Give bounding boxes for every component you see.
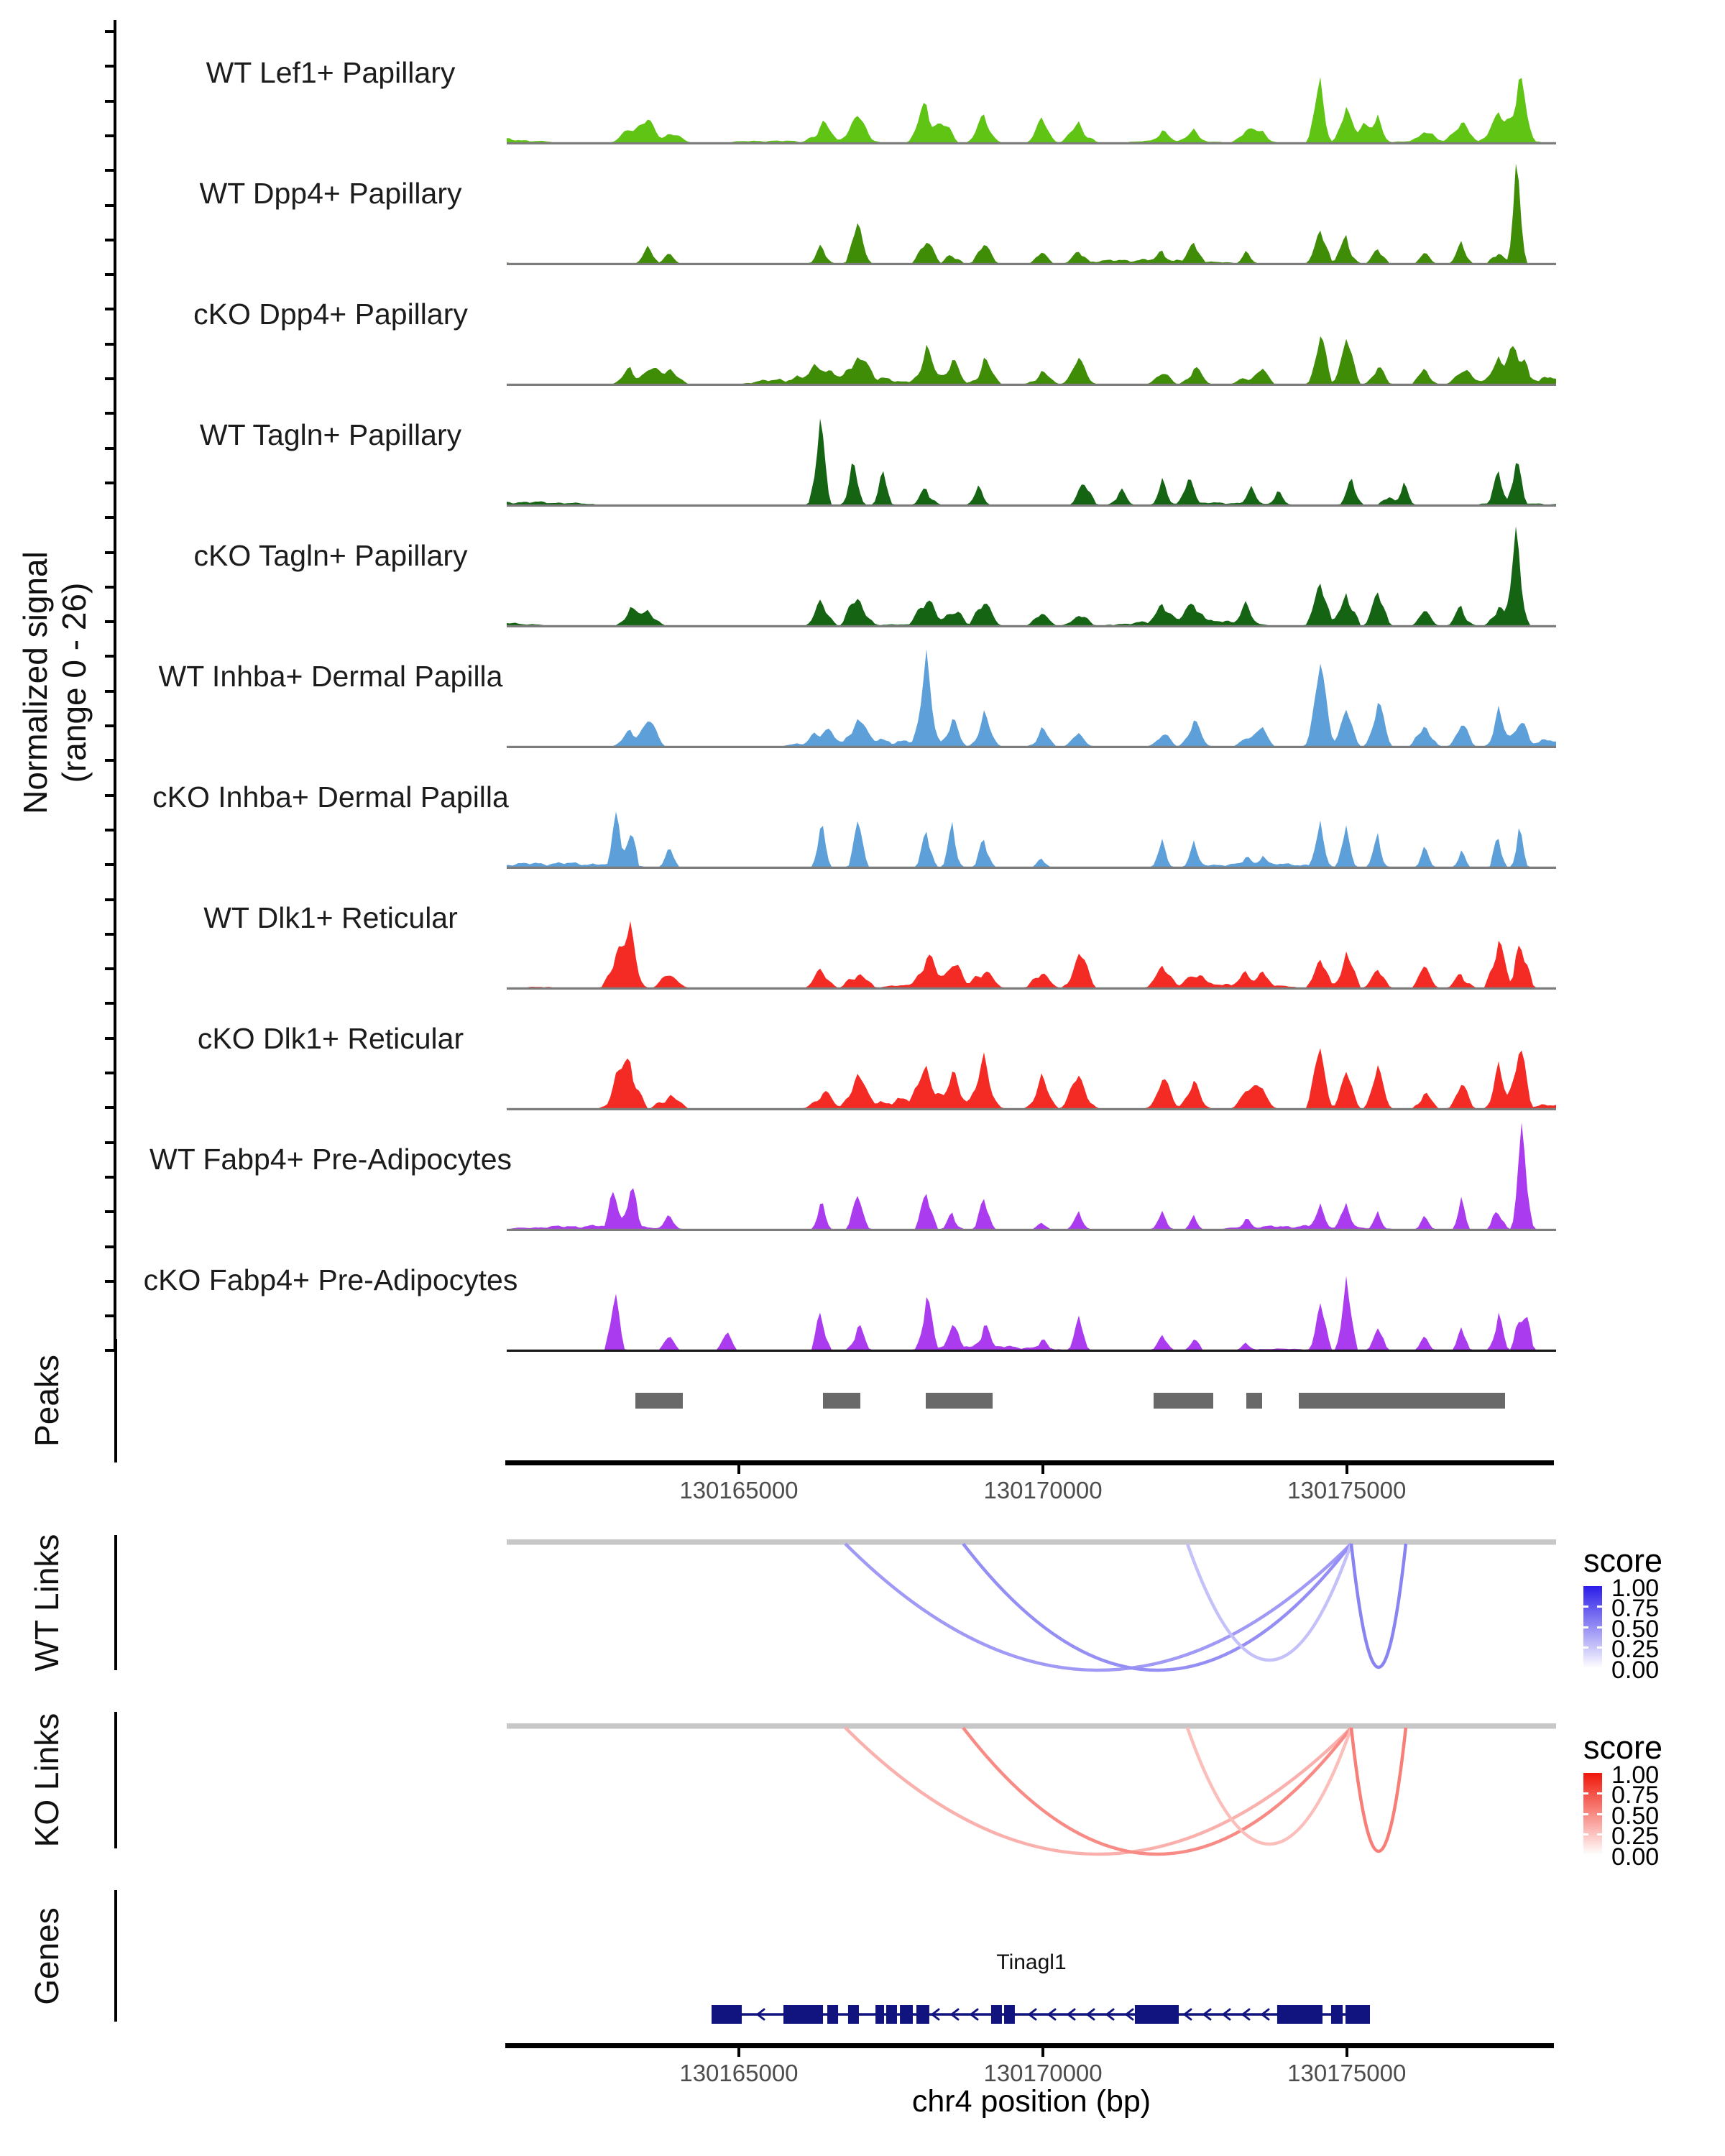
links-baseline	[507, 1539, 1556, 1545]
wt-links-bracket	[114, 1535, 117, 1670]
ko-links-svg	[507, 1722, 1556, 1866]
coverage-baseline	[507, 1108, 1556, 1110]
coverage-baseline	[507, 384, 1556, 386]
axis-line	[505, 1460, 1554, 1465]
coverage-area	[507, 1276, 1556, 1350]
ko-links-bracket	[114, 1712, 117, 1848]
axis-tick-label: 130165000	[679, 2060, 799, 2086]
track-label: WT Dpp4+ Papillary	[199, 177, 462, 210]
gene-exon	[886, 2005, 897, 2024]
ko-links-section-label: KO Links	[28, 1713, 65, 1848]
track-label: cKO Dpp4+ Papillary	[193, 298, 468, 331]
axis-tick	[1041, 1465, 1044, 1474]
signal-y-axis-tick	[105, 412, 114, 415]
coverage-track-svg	[507, 277, 1556, 386]
link-arc	[845, 1544, 1351, 1670]
axis-tick	[1041, 2047, 1044, 2057]
score-legend-tick-label: 0.00	[1611, 1656, 1660, 1684]
score-legend-tick-label: 0.75	[1611, 1595, 1660, 1623]
axis-tick	[737, 2047, 740, 2057]
coverage-area	[507, 811, 1556, 867]
score-legend-bar-tick	[1597, 1813, 1602, 1815]
coverage-baseline	[507, 142, 1556, 144]
coverage-area	[507, 1049, 1556, 1109]
signal-y-axis-tick	[105, 1314, 114, 1317]
signal-y-axis-tick	[105, 863, 114, 866]
coverage-baseline	[507, 746, 1556, 748]
gene-model-svg	[507, 1992, 1556, 2038]
coverage-baseline	[507, 1350, 1556, 1352]
score-legend-bar-tick	[1597, 1646, 1602, 1649]
peak-interval	[926, 1393, 993, 1409]
score-legend-title: score	[1583, 1729, 1663, 1766]
signal-y-axis-tick	[105, 759, 114, 762]
track-label: cKO Dlk1+ Reticular	[197, 1022, 464, 1055]
coverage-area	[507, 336, 1556, 384]
genes-section-label: Genes	[28, 1907, 65, 2005]
gene-exon	[848, 2005, 859, 2024]
axis-line	[505, 2043, 1554, 2048]
coverage-area	[507, 77, 1556, 142]
coverage-track-svg	[507, 397, 1556, 507]
signal-y-axis-tick	[105, 829, 114, 831]
peak-interval	[635, 1393, 683, 1409]
coverage-area	[507, 164, 1556, 263]
link-arc	[1187, 1544, 1351, 1660]
signal-y-axis-tick	[105, 273, 114, 276]
score-legend-bar-tick	[1583, 1626, 1588, 1628]
coverage-track-svg	[507, 1243, 1556, 1352]
signal-y-axis-tick	[105, 134, 114, 137]
signal-y-axis-tick	[105, 169, 114, 172]
signal-y-axis-tick	[105, 482, 114, 484]
coverage-baseline	[507, 263, 1556, 265]
gene-exon	[1135, 2005, 1179, 2024]
axis-tick-label: 130170000	[983, 2060, 1103, 2086]
axis-tick	[737, 1465, 740, 1474]
coverage-track-svg	[507, 156, 1556, 265]
signal-y-axis-tick	[105, 377, 114, 380]
track-label: cKO Fabp4+ Pre-Adipocytes	[143, 1263, 518, 1296]
coverage-baseline	[507, 1229, 1556, 1231]
wt-links-section-label: WT Links	[28, 1534, 65, 1672]
coverage-track-svg	[507, 1001, 1556, 1110]
gene-exon	[827, 2005, 838, 2024]
score-legend-bar-tick	[1583, 1606, 1588, 1608]
gene-exon	[1346, 2005, 1370, 2024]
axis-tick	[1346, 2047, 1348, 2057]
track-label: cKO Inhba+ Dermal Papilla	[152, 780, 509, 814]
axis-tick-label: 130175000	[1287, 1477, 1407, 1503]
link-arc	[845, 1728, 1351, 1854]
score-legend-tick-label: 0.75	[1611, 1782, 1660, 1810]
score-legend-title: score	[1583, 1542, 1663, 1579]
coverage-area	[507, 1123, 1556, 1229]
coverage-baseline	[507, 625, 1556, 627]
gene-exon	[1004, 2005, 1015, 2024]
coverage-track-svg	[507, 518, 1556, 627]
gene-exon	[1331, 2005, 1343, 2024]
gene-exon	[783, 2005, 823, 2024]
score-legend-tick-label: 1.00	[1611, 1761, 1660, 1789]
signal-y-axis-tick	[105, 586, 114, 589]
signal-y-axis-tick	[105, 967, 114, 970]
gene-exon	[916, 2005, 929, 2024]
signal-y-axis-tick	[105, 1245, 114, 1248]
link-arc	[1351, 1728, 1406, 1851]
coverage-area	[507, 526, 1556, 625]
track-label: WT Lef1+ Papillary	[206, 56, 456, 89]
signal-y-axis-tick	[105, 100, 114, 103]
peak-interval	[823, 1393, 860, 1409]
track-label: WT Inhba+ Dermal Papilla	[158, 660, 503, 693]
gene-exon	[712, 2005, 742, 2024]
signal-y-axis-tick	[105, 516, 114, 519]
coverage-track-svg	[507, 1122, 1556, 1231]
score-legend-bar-tick	[1597, 1833, 1602, 1835]
gene-exon	[875, 2005, 884, 2024]
axis-tick-label: 130170000	[983, 1477, 1103, 1503]
signal-y-axis-tick	[105, 1210, 114, 1213]
track-label: WT Tagln+ Papillary	[199, 418, 462, 451]
gene-name-label: Tinagl1	[996, 1950, 1067, 1974]
signal-y-axis-title-line1: Normalized signal	[17, 551, 54, 814]
signal-y-axis-tick	[105, 620, 114, 623]
signal-y-axis-tick	[105, 1106, 114, 1109]
gene-exon	[900, 2005, 913, 2024]
score-legend-bar-tick	[1583, 1813, 1588, 1815]
peak-interval	[1299, 1393, 1505, 1409]
coverage-track-svg	[507, 639, 1556, 748]
peak-interval	[1154, 1393, 1213, 1409]
score-legend-tick-label: 0.25	[1611, 1823, 1660, 1851]
score-legend-bar-tick	[1597, 1606, 1602, 1608]
track-label: WT Dlk1+ Reticular	[203, 901, 458, 934]
score-legend-tick-label: 1.00	[1611, 1575, 1660, 1602]
signal-y-axis-tick	[105, 1002, 114, 1005]
coverage-area	[507, 649, 1556, 746]
signal-y-axis-tick	[105, 655, 114, 658]
coverage-area	[507, 418, 1556, 505]
signal-y-axis-title	[16, 374, 96, 992]
signal-y-axis-tick	[105, 898, 114, 901]
coverage-track-svg	[507, 760, 1556, 869]
signal-y-axis-tick	[105, 239, 114, 241]
score-legend-bar-tick	[1597, 1792, 1602, 1795]
axis-tick	[1346, 1465, 1348, 1474]
gene-exon	[991, 2005, 1002, 2024]
link-arc	[1351, 1544, 1406, 1667]
score-legend-tick-label: 0.50	[1611, 1802, 1660, 1830]
axis-tick-label: 130175000	[1287, 2060, 1407, 2086]
signal-y-axis-tick	[105, 343, 114, 346]
score-legend-tick-label: 0.00	[1611, 1843, 1660, 1871]
coverage-track-svg	[507, 35, 1556, 144]
links-baseline	[507, 1723, 1556, 1729]
genes-bracket	[114, 1890, 117, 2022]
coverage-baseline	[507, 987, 1556, 990]
score-legend-bar-tick	[1583, 1792, 1588, 1795]
coverage-area	[507, 921, 1556, 987]
peaks-bracket	[114, 1339, 117, 1462]
signal-y-axis-tick	[105, 1349, 114, 1352]
track-label: cKO Tagln+ Papillary	[193, 539, 468, 572]
peak-interval	[1246, 1393, 1262, 1409]
score-legend-bar-tick	[1583, 1646, 1588, 1649]
score-legend-bar-tick	[1597, 1626, 1602, 1628]
score-legend-bar-tick	[1583, 1833, 1588, 1835]
score-legend-tick-label: 0.25	[1611, 1636, 1660, 1664]
peaks-section-label: Peaks	[28, 1355, 65, 1447]
track-label: WT Fabp4+ Pre-Adipocytes	[150, 1143, 512, 1176]
coverage-track-svg	[507, 880, 1556, 990]
score-legend-tick-label: 0.50	[1611, 1615, 1660, 1643]
signal-y-axis-tick	[105, 724, 114, 727]
signal-y-axis-tick	[105, 30, 114, 33]
wt-links-svg	[507, 1538, 1556, 1682]
signal-y-axis-title-line2: (range 0 - 26)	[55, 582, 93, 783]
x-axis-title: chr4 position (bp)	[911, 2084, 1151, 2119]
signal-y-axis-tick	[105, 1072, 114, 1074]
link-arc	[1187, 1728, 1351, 1844]
gene-exon	[1277, 2005, 1322, 2024]
coverage-baseline	[507, 505, 1556, 507]
axis-tick-label: 130165000	[679, 1477, 799, 1503]
coverage-baseline	[507, 867, 1556, 869]
